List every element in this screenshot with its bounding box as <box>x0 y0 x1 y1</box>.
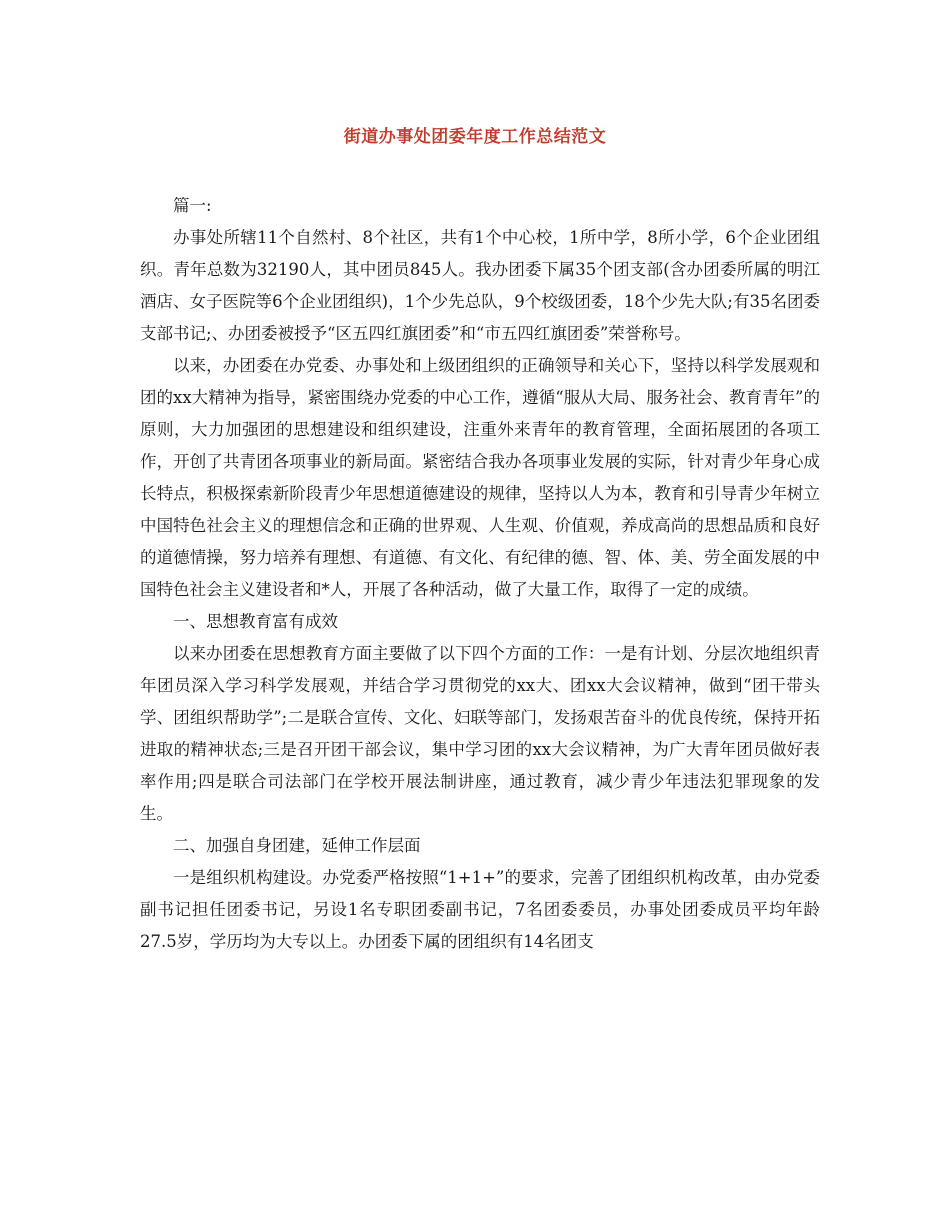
document-title: 街道办事处团委年度工作总结范文 <box>343 127 607 147</box>
paragraph: 办事处所辖11个自然村、8个社区，共有1个中心校，1所中学，8所小学，6个企业团组织。青年总数为32190人，其中团员845人。我办团委下属35个团支部(含办团委所属的明江酒店、女子医院等6个企业团组织)，1个少先总队，9个校级团委，18个少先大队;有35名团委支部书记;、办团委被授予“区五四红旗团委”和“市五四红旗团委”荣誉称号。 <box>140 228 820 343</box>
document-body <box>140 190 820 958</box>
section-label: 篇一: <box>173 196 212 215</box>
paragraph: 以来办团委在思想教育方面主要做了以下四个方面的工作：一是有计划、分层次地组织青年团员深入学习科学发展观，并结合学习贯彻党的xx大、团xx大会议精神，做到“团干带头学、团组织帮助学”;二是联合宣传、文化、妇联等部门，发扬艰苦奋斗的优良传统，保持开拓进取的精神状态;三是召开团干部会议，集中学习团的xx大会议精神，为广大青年团员做好表率作用;四是联合司法部门在学校开展法制讲座，通过教育，减少青少年违法犯罪现象的发生。 <box>140 644 820 823</box>
paragraph: 以来，办团委在办党委、办事处和上级团组织的正确领导和关心下，坚持以科学发展观和团的xx大精神为指导，紧密围绕办党委的中心工作，遵循“服从大局、服务社会、教育青年”的原则，大力加强团的思想建设和组织建设，注重外来青年的教育管理，全面拓展团的各项工作，开创了共青团各项事业的新局面。紧密结合我办各项事业发展的实际，针对青少年身心成长特点，积极探索新阶段青少年思想道德建设的规律，坚持以人为本，教育和引导青少年树立中国特色社会主义的理想信念和正确的世界观、人生观、价值观，养成高尚的思想品质和良好的道德情操，努力培养有理想、有道德、有文化、有纪律的德、智、体、美、劳全面发展的中国特色社会主义建设者和*人，开展了各种活动，做了大量工作，取得了一定的成绩。 <box>140 356 820 599</box>
paragraph: 一是组织机构建设。办党委严格按照“1+1+”的要求，完善了团组织机构改革，由办党委副书记担任团委书记，另设1名专职团委副书记，7名团委委员，办事处团委成员平均年龄27.5岁，学历均为大专以上。办团委下属的团组织有14名团支 <box>140 868 820 951</box>
section-heading: 一、思想教育富有成效 <box>173 612 338 631</box>
section-heading: 二、加强自身团建，延伸工作层面 <box>173 836 421 855</box>
